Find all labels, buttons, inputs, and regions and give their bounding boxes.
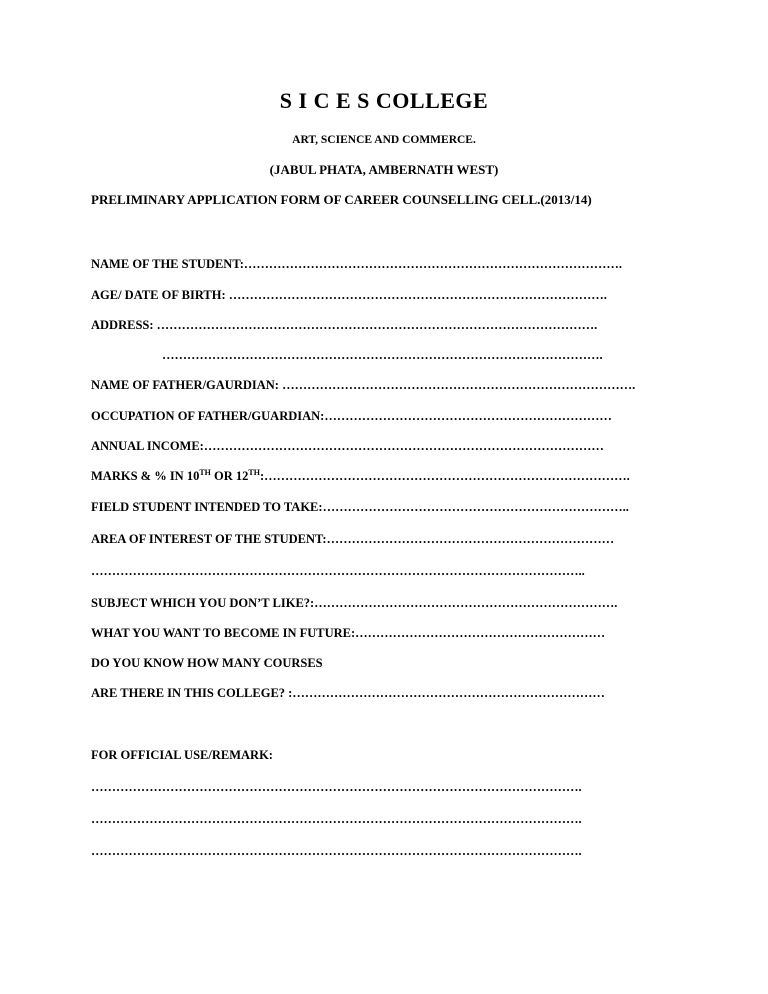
official-use-label: FOR OFFICIAL USE/REMARK: — [91, 748, 273, 762]
college-streams: ART, SCIENCE AND COMMERCE. — [292, 134, 476, 146]
field-marks — [91, 469, 681, 484]
fill-line: ……………………………………………………………………………………………. — [156, 318, 598, 332]
fill-line: ……………………………………………………………………………………………. — [162, 348, 603, 362]
fill-line: ………………………………………………………………………………. — [243, 257, 623, 271]
field-courses-answer — [91, 686, 681, 701]
fill-line: …………………………………………………………………………………… — [203, 439, 604, 453]
fill-line: ………………………………………………………………………………………………………. — [91, 844, 582, 858]
field-label: AREA OF INTEREST OF THE STUDENT: — [91, 532, 327, 546]
official-remark-line — [91, 780, 681, 795]
field-age-dob — [91, 288, 681, 303]
fill-line: ……………………………………………………………………………. — [264, 469, 630, 483]
field-area-interest — [91, 532, 681, 547]
fill-line: …………………………………………………………………………. — [282, 378, 636, 392]
form-title: PRELIMINARY APPLICATION FORM OF CAREER COUNSELLING CELL.(2013/14) — [91, 192, 592, 207]
fill-line: ……………………………………………………………….. — [322, 500, 629, 514]
official-remark-line — [91, 812, 681, 827]
fill-line: …………………………………………………………… — [324, 409, 612, 423]
fill-line: ………………………………………………………………. — [314, 596, 618, 610]
field-area-interest-continued — [91, 564, 681, 579]
field-label: OR 12 — [210, 469, 249, 483]
official-remark-line — [91, 844, 681, 859]
field-future — [91, 626, 681, 641]
field-label: WHAT YOU WANT TO BECOME IN FUTURE: — [91, 626, 356, 640]
fill-line: ………………………………………………………………………………………………………. — [91, 780, 582, 794]
college-location: (JABUL PHATA, AMBERNATH WEST) — [269, 162, 499, 177]
fill-line: ……………………………………………………………………………………………………….. — [91, 564, 585, 578]
field-annual-income — [91, 439, 681, 454]
superscript: TH — [199, 469, 211, 477]
fill-line: ………………………………………………………………………………………………………. — [91, 812, 582, 826]
field-label: MARKS & % IN 10 — [91, 469, 200, 483]
field-student-name — [91, 257, 681, 272]
field-label: FIELD STUDENT INTENDED TO TAKE: — [91, 500, 323, 514]
field-label: NAME OF FATHER/GAURDIAN: — [91, 378, 283, 392]
fill-line: ………………………………………………………………… — [292, 686, 605, 700]
college-name: S I C E S COLLEGE — [279, 88, 489, 113]
fill-line: ………………………………………………………………………………. — [228, 288, 607, 302]
field-label: SUBJECT WHICH YOU DON’T LIKE?: — [91, 596, 315, 610]
field-label: AGE/ DATE OF BIRTH: — [91, 288, 229, 302]
field-intended — [91, 500, 681, 515]
field-address-continued — [162, 348, 677, 363]
field-father-name — [91, 378, 681, 393]
field-label: ADDRESS: — [91, 318, 157, 332]
superscript: TH — [248, 469, 260, 477]
field-label: : — [259, 469, 265, 483]
field-subject-dislike — [91, 596, 681, 611]
field-address — [91, 318, 681, 333]
fill-line: …………………………………………………… — [355, 626, 606, 640]
field-label: NAME OF THE STUDENT: — [91, 257, 244, 271]
field-courses-question — [91, 656, 681, 671]
field-label: DO YOU KNOW HOW MANY COURSES — [91, 656, 323, 670]
field-father-occupation — [91, 409, 681, 424]
field-label: OCCUPATION OF FATHER/GUARDIAN: — [91, 409, 325, 423]
field-label: ANNUAL INCOME: — [91, 439, 204, 453]
fill-line: …………………………………………………………… — [326, 532, 615, 546]
field-label: ARE THERE IN THIS COLLEGE? : — [91, 686, 293, 700]
